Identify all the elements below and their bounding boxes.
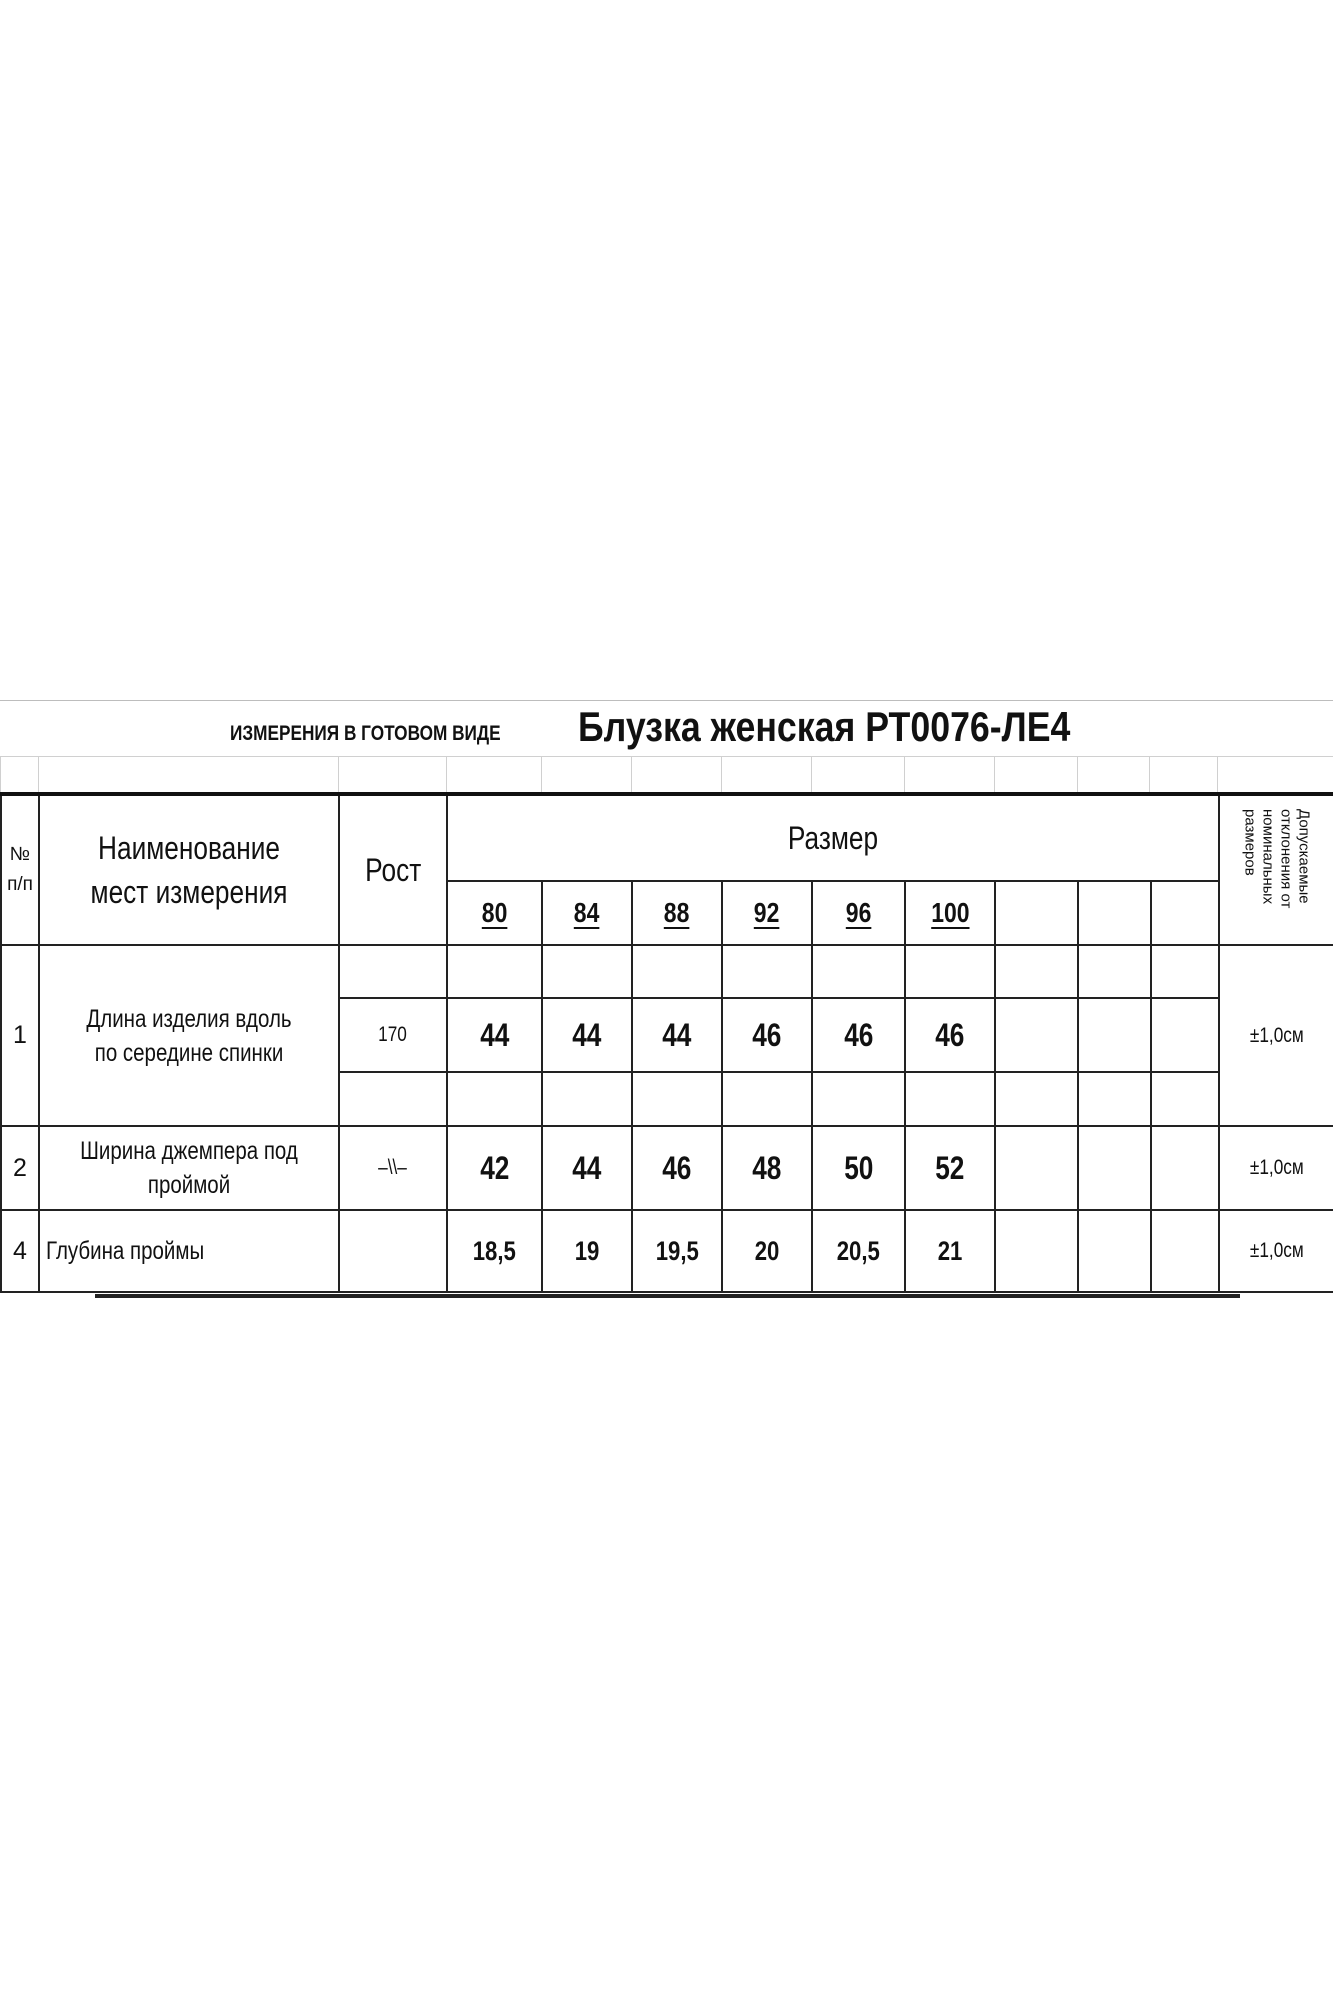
header-razmer: Размер bbox=[787, 819, 879, 856]
empty-cell bbox=[995, 1072, 1078, 1126]
empty-cell bbox=[1078, 998, 1151, 1072]
size-84: 84 bbox=[574, 897, 600, 928]
row-2-name-cell bbox=[39, 1126, 339, 1210]
empty-cell bbox=[1078, 945, 1151, 998]
row-3-rost-cell bbox=[339, 1210, 447, 1292]
value-cell: 19,5 bbox=[632, 1210, 722, 1292]
empty-cell bbox=[995, 1126, 1078, 1210]
row-2-name: Ширина джемпера под проймой bbox=[80, 1137, 298, 1199]
empty-cell bbox=[995, 945, 1078, 998]
size-header-empty bbox=[1151, 881, 1219, 945]
value-cell: 46 bbox=[905, 998, 995, 1072]
title-row bbox=[0, 701, 1333, 756]
size-96: 96 bbox=[845, 897, 872, 928]
row-2-no: 2 bbox=[1, 1126, 39, 1210]
value-cell: 18,5 bbox=[447, 1210, 542, 1292]
empty-cell bbox=[542, 1072, 632, 1126]
header-tolerance-cell bbox=[1219, 794, 1333, 945]
value-cell: 19 bbox=[542, 1210, 632, 1292]
row-2-tolerance-cell bbox=[1219, 1126, 1333, 1210]
value-cell: 46 bbox=[722, 998, 812, 1072]
row-3-name-cell bbox=[39, 1210, 339, 1292]
header-no-cell bbox=[1, 794, 39, 945]
empty-cell bbox=[812, 945, 905, 998]
row-3-tolerance-cell bbox=[1219, 1210, 1333, 1292]
empty-cell bbox=[542, 945, 632, 998]
header-no: № п/п bbox=[7, 844, 33, 895]
header-razmer-cell bbox=[447, 794, 1219, 881]
row-2-rost-cell bbox=[339, 1126, 447, 1210]
size-92: 92 bbox=[754, 897, 780, 928]
product-title: Блузка женская РТ0076-ЛЕ4 bbox=[578, 703, 1071, 750]
row-3-tolerance: ±1,0см bbox=[1249, 1239, 1304, 1262]
empty-cell bbox=[1151, 1126, 1219, 1210]
empty-cell bbox=[905, 945, 995, 998]
size-chart-sheet bbox=[0, 700, 1333, 1300]
empty-cell bbox=[1151, 1210, 1219, 1292]
empty-cell bbox=[632, 1072, 722, 1126]
measurements-subtitle: ИЗМЕРЕНИЯ В ГОТОВОМ ВИДЕ bbox=[230, 722, 501, 745]
spacer-row bbox=[0, 756, 1333, 792]
empty-cell bbox=[995, 998, 1078, 1072]
empty-cell bbox=[1078, 1126, 1151, 1210]
size-header bbox=[542, 881, 632, 945]
size-100: 100 bbox=[930, 897, 970, 928]
value-cell: 44 bbox=[542, 998, 632, 1072]
empty-cell bbox=[447, 945, 542, 998]
empty-cell bbox=[339, 1072, 447, 1126]
empty-cell bbox=[1078, 1072, 1151, 1126]
row-1-rost-cell bbox=[339, 998, 447, 1072]
row-1-name-cell bbox=[39, 945, 339, 1126]
value-cell: 42 bbox=[447, 1126, 542, 1210]
empty-cell bbox=[722, 1072, 812, 1126]
row-3-name: Глубина проймы bbox=[46, 1237, 205, 1265]
row-3-no: 4 bbox=[1, 1210, 39, 1292]
empty-cell bbox=[995, 1210, 1078, 1292]
empty-cell bbox=[1151, 945, 1219, 998]
value-cell: 20,5 bbox=[812, 1210, 905, 1292]
size-header bbox=[447, 881, 542, 945]
empty-cell bbox=[905, 1072, 995, 1126]
value-cell: 48 bbox=[722, 1126, 812, 1210]
value-cell: 21 bbox=[905, 1210, 995, 1292]
header-name: Наименование мест измерения bbox=[90, 830, 288, 910]
measurements-table bbox=[0, 792, 1333, 1293]
row-1-rost: 170 bbox=[378, 1023, 408, 1046]
row-1-name: Длина изделия вдоль по середине спинки bbox=[86, 1004, 292, 1067]
empty-cell bbox=[722, 945, 812, 998]
row-2-rost: –\\– bbox=[378, 1156, 408, 1179]
row-1-tolerance-cell bbox=[1219, 945, 1333, 1126]
empty-cell bbox=[812, 1072, 905, 1126]
value-cell: 44 bbox=[447, 998, 542, 1072]
row-1-no: 1 bbox=[1, 945, 39, 1126]
value-cell: 46 bbox=[812, 998, 905, 1072]
size-header-empty bbox=[995, 881, 1078, 945]
size-88: 88 bbox=[664, 897, 690, 928]
header-tolerance: Допускаемые отклонения от номинальных размеров bbox=[1241, 808, 1313, 908]
header-rost-cell bbox=[339, 794, 447, 945]
value-cell: 50 bbox=[812, 1126, 905, 1210]
value-cell: 52 bbox=[905, 1126, 995, 1210]
size-header-empty bbox=[1078, 881, 1151, 945]
size-header bbox=[722, 881, 812, 945]
empty-cell bbox=[447, 1072, 542, 1126]
empty-cell bbox=[339, 945, 447, 998]
size-header bbox=[812, 881, 905, 945]
header-rost: Рост bbox=[364, 851, 422, 888]
empty-cell bbox=[1151, 998, 1219, 1072]
size-header bbox=[632, 881, 722, 945]
value-cell: 44 bbox=[542, 1126, 632, 1210]
value-cell: 46 bbox=[632, 1126, 722, 1210]
table-bottom-rule bbox=[95, 1294, 1240, 1298]
value-cell: 44 bbox=[632, 998, 722, 1072]
empty-cell bbox=[1078, 1210, 1151, 1292]
empty-cell bbox=[1151, 1072, 1219, 1126]
row-1-tolerance: ±1,0см bbox=[1249, 1023, 1304, 1047]
row-2-tolerance: ±1,0см bbox=[1249, 1156, 1304, 1179]
value-cell: 20 bbox=[722, 1210, 812, 1292]
size-80: 80 bbox=[481, 897, 508, 928]
header-name-cell bbox=[39, 794, 339, 945]
size-header bbox=[905, 881, 995, 945]
empty-cell bbox=[632, 945, 722, 998]
